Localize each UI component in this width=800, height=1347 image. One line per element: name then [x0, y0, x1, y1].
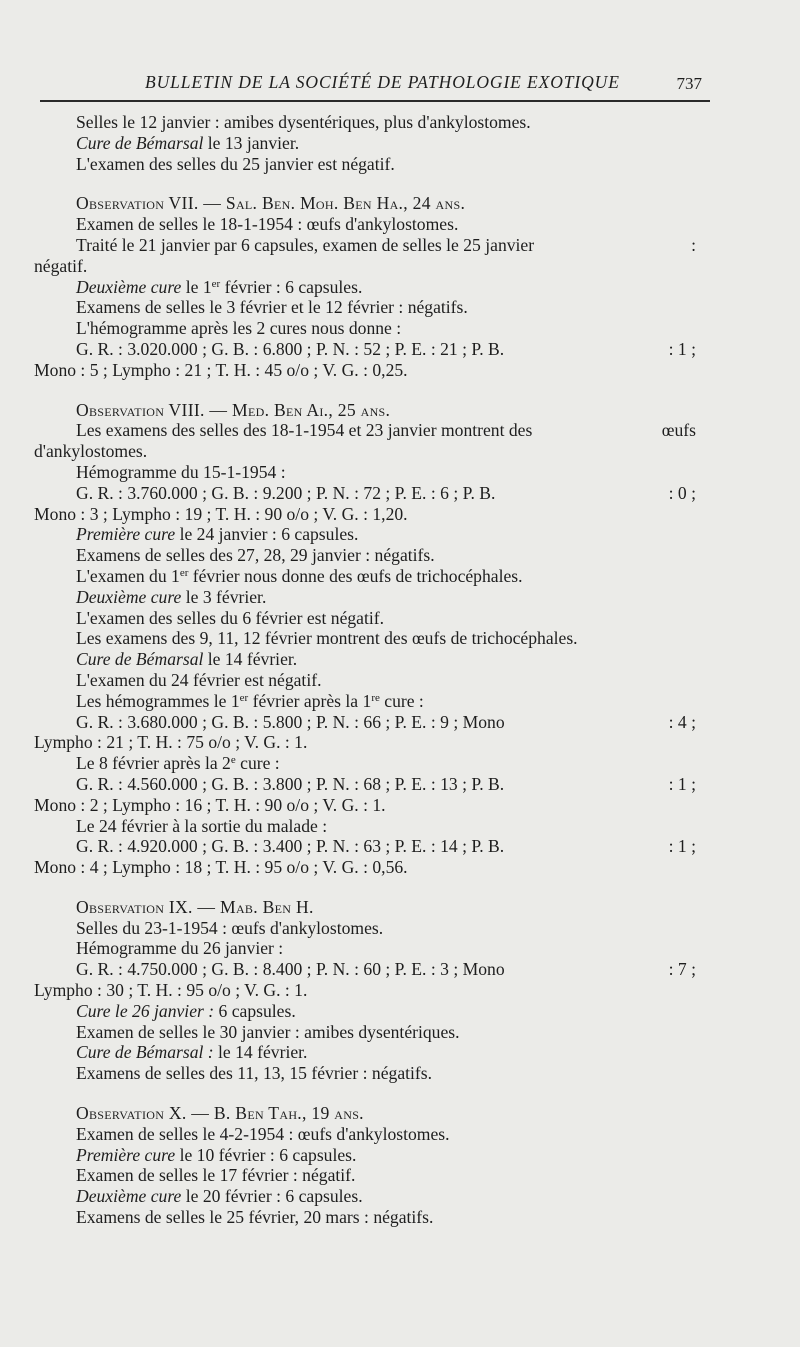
text-fragment: le 20 février : 6 capsules. [181, 1186, 363, 1207]
observation-heading [34, 1103, 696, 1124]
observation-title: Observation VIII. [76, 399, 205, 420]
text-fragment: G. R. : 4.560.000 ; G. B. : 3.800 ; P. N. : 68 ; P. E. : 13 ; P. B. [76, 773, 505, 794]
text-line [34, 774, 696, 795]
observation-title: Observation VII. [76, 193, 199, 214]
text-line: Mono : 2 ; Lympho : 16 ; T. H. : 90 o/o ; V. G. : 1. [34, 794, 386, 815]
text-line [34, 587, 696, 608]
text-line [34, 959, 696, 980]
text-fragment: L'examen du 1 [76, 565, 180, 586]
observation-heading [34, 400, 696, 421]
text-line: d'ankylostomes. [34, 441, 148, 462]
page-header [40, 68, 710, 102]
text-line [34, 1145, 696, 1166]
observation-title: Observation IX. [76, 896, 193, 917]
text-fragment: : [691, 234, 696, 255]
text-line: Hémogramme du 15-1-1954 : [76, 461, 286, 482]
text-fragment: le 1 [181, 276, 212, 297]
italic-term: Cure de Bémarsal [76, 649, 204, 670]
italic-term: Cure de Bémarsal [76, 132, 204, 153]
text-line: Examens de selles le 25 février, 20 mars : négatifs. [76, 1207, 434, 1228]
text-fragment: le 24 janvier : 6 capsules. [175, 524, 359, 545]
superscript: er [179, 566, 189, 579]
text-fragment: le 14 février. [213, 1042, 308, 1063]
text-line [34, 133, 696, 154]
text-line [34, 753, 696, 774]
text-line: Mono : 5 ; Lympho : 21 ; T. H. : 45 o/o ; V. G. : 0,25. [34, 359, 408, 380]
text-line: Hémogramme du 26 janvier : [76, 938, 284, 959]
text-line [34, 712, 696, 733]
page-number: 737 [676, 74, 702, 93]
text-fragment: 6 capsules. [214, 1000, 296, 1021]
text-line: L'examen des selles du 25 janvier est négatif. [76, 153, 395, 174]
italic-term: Première cure [76, 1144, 176, 1165]
text-line [34, 483, 696, 504]
text-fragment: : 7 ; [668, 959, 696, 980]
text-line [34, 277, 696, 298]
text-line: Mono : 4 ; Lympho : 18 ; T. H. : 95 o/o ; V. G. : 0,56. [34, 857, 408, 878]
text-fragment: : 1 ; [668, 338, 696, 359]
text-fragment: : 1 ; [668, 773, 696, 794]
text-line [34, 1186, 696, 1207]
italic-term: Première cure [76, 524, 176, 545]
text-fragment: œufs [661, 420, 696, 441]
superscript: re [371, 691, 380, 704]
text-line: L'hémogramme après les 2 cures nous donne : [76, 318, 402, 339]
text-fragment: : 0 ; [668, 482, 696, 503]
text-line [34, 235, 696, 256]
superscript: e [230, 754, 236, 767]
text-line: Examen de selles le 17 février : négatif. [76, 1165, 356, 1186]
text-fragment: février : 6 capsules. [220, 276, 363, 297]
text-line: Examens de selles le 3 février et le 12 février : négatifs. [76, 297, 468, 318]
text-line [34, 524, 696, 545]
observation-heading [34, 193, 696, 214]
text-fragment: cure : [379, 690, 424, 711]
italic-term: Cure de Bémarsal : [76, 1042, 214, 1063]
patient-name: — Mab. Ben H. [192, 896, 314, 917]
text-line: Examen de selles le 18-1-1954 : œufs d'ankylostomes. [76, 214, 459, 235]
text-line: Lympho : 21 ; T. H. : 75 o/o ; V. G. : 1. [34, 732, 308, 753]
superscript: er [211, 277, 221, 290]
text-fragment: Les hémogrammes le 1 [76, 690, 240, 711]
text-line [34, 691, 696, 712]
text-line [34, 649, 696, 670]
text-line [34, 836, 696, 857]
text-line [34, 1001, 696, 1022]
text-line: Lympho : 30 ; T. H. : 95 o/o ; V. G. : 1. [34, 980, 308, 1001]
text-line [34, 566, 696, 587]
text-line [34, 420, 696, 441]
text-line [34, 1042, 696, 1063]
text-line: L'examen des selles du 6 février est négatif. [76, 607, 385, 628]
article-body [34, 112, 696, 1228]
superscript: er [239, 691, 249, 704]
text-line: Examens de selles des 27, 28, 29 janvier : négatifs. [76, 545, 435, 566]
text-fragment: G. R. : 4.920.000 ; G. B. : 3.400 ; P. N. : 63 ; P. E. : 14 ; P. B. [76, 836, 505, 857]
text-line: L'examen du 24 février est négatif. [76, 669, 322, 690]
text-fragment: le 10 février : 6 capsules. [175, 1144, 357, 1165]
text-fragment: février après la 1 [248, 690, 372, 711]
text-line: Examen de selles le 4-2-1954 : œufs d'ankylostomes. [76, 1123, 450, 1144]
italic-term: Deuxième cure [76, 586, 182, 607]
observation-title: Observation X. [76, 1103, 187, 1124]
text-line: Les examens des 9, 11, 12 février montrent des œufs de trichocéphales. [76, 628, 578, 649]
italic-term: Deuxième cure [76, 1186, 182, 1207]
patient-name: — Med. Ben Ai., 25 ans. [204, 399, 391, 420]
text-fragment: Le 8 février après la 2 [76, 753, 231, 774]
text-fragment: G. R. : 3.020.000 ; G. B. : 6.800 ; P. N. : 52 ; P. E. : 21 ; P. B. [76, 338, 505, 359]
observation-heading [34, 897, 696, 918]
text-fragment: le 14 février. [203, 649, 298, 670]
text-line: Examens de selles des 11, 13, 15 février : négatifs. [76, 1063, 433, 1084]
italic-term: Cure le 26 janvier : [76, 1000, 215, 1021]
text-line [34, 339, 696, 360]
running-head: BULLETIN DE LA SOCIÉTÉ DE PATHOLOGIE EXOTIQUE [145, 72, 620, 92]
text-line: Le 24 février à la sortie du malade : [76, 815, 328, 836]
text-line: Mono : 3 ; Lympho : 19 ; T. H. : 90 o/o ; V. G. : 1,20. [34, 503, 408, 524]
text-fragment: G. R. : 3.760.000 ; G. B. : 9.200 ; P. N. : 72 ; P. E. : 6 ; P. B. [76, 482, 496, 503]
text-line: Selles le 12 janvier : amibes dysentériques, plus d'ankylostomes. [76, 112, 531, 132]
patient-name: — Sal. Ben. Moh. Ben Ha., 24 ans. [198, 193, 466, 214]
text-fragment: : 1 ; [668, 836, 696, 857]
text-line: Examen de selles le 30 janvier : amibes dysentériques. [76, 1021, 460, 1042]
text-line: négatif. [34, 255, 88, 276]
text-fragment: le 13 janvier. [203, 132, 300, 153]
text-fragment: février nous donne des œufs de trichocéphales. [188, 565, 523, 586]
text-line: Selles du 23-1-1954 : œufs d'ankylostomes. [76, 917, 384, 938]
text-fragment: G. R. : 4.750.000 ; G. B. : 8.400 ; P. N. : 60 ; P. E. : 3 ; Mono [76, 959, 505, 980]
text-fragment: le 3 février. [181, 586, 267, 607]
text-fragment: cure : [235, 753, 280, 774]
text-fragment: : 4 ; [668, 711, 696, 732]
text-fragment: G. R. : 3.680.000 ; G. B. : 5.800 ; P. N. : 66 ; P. E. : 9 ; Mono [76, 711, 505, 732]
text-fragment: Les examens des selles des 18-1-1954 et 23 janvier montrent des [76, 420, 533, 441]
text-fragment: Traité le 21 janvier par 6 capsules, examen de selles le 25 janvier [76, 234, 535, 255]
patient-name: — B. Ben Tah., 19 ans. [186, 1103, 364, 1124]
italic-term: Deuxième cure [76, 276, 182, 297]
